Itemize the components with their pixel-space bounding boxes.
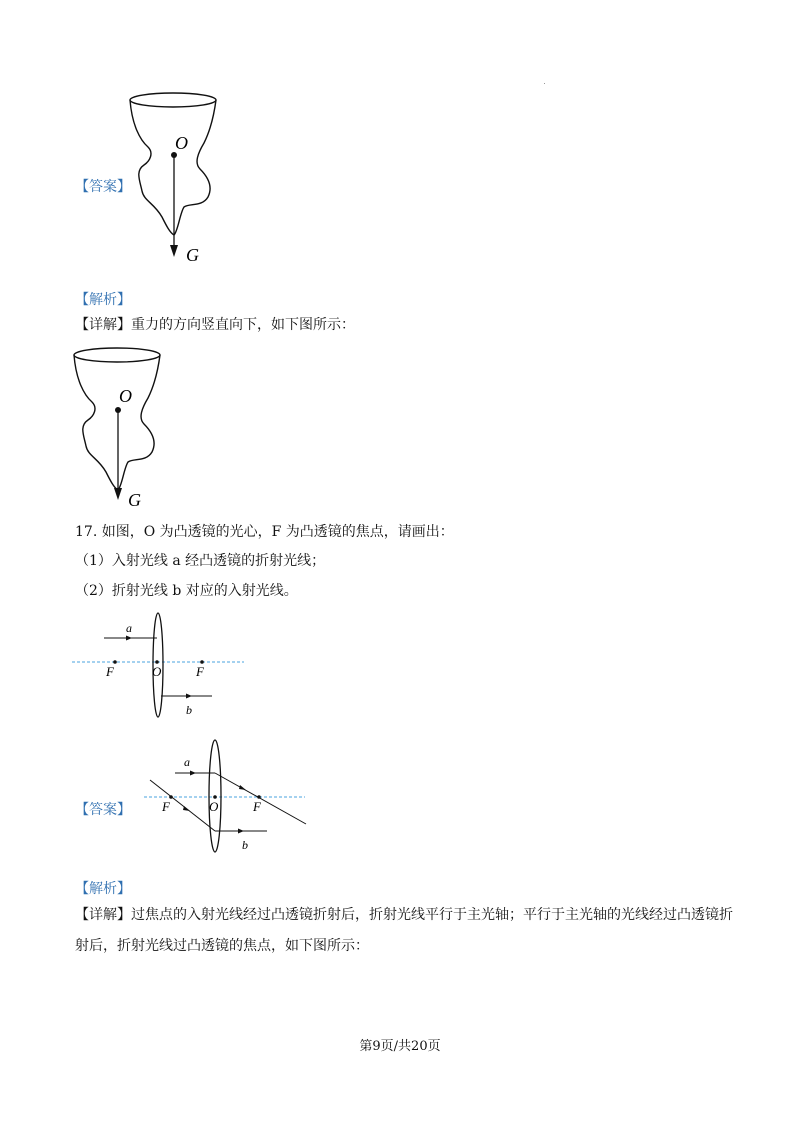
- question17-lens-figure: [68, 608, 258, 723]
- ray-a-label: a: [126, 621, 132, 635]
- analysis-tag-16: 【解析】: [75, 292, 131, 308]
- detail-17: 【详解】过焦点的入射光线经过凸透镜折射后，折射光线平行于主光轴；平行于主光轴的光线经过凸透镜折射后，折射光线过凸透镜的焦点，如下图所示：: [75, 907, 733, 954]
- center-label: O: [175, 133, 188, 153]
- focus-left-label: F: [162, 799, 170, 814]
- stray-dot: [544, 83, 545, 84]
- question17-part2: （2）折射光线 b 对应的入射光线。: [75, 583, 298, 599]
- analysis16-vase-figure: [64, 340, 174, 520]
- question17-part1: （1）入射光线 a 经凸透镜的折射光线；: [75, 553, 326, 569]
- focus-right-label: F: [196, 664, 204, 679]
- force-label: G: [186, 245, 199, 265]
- center-label: O: [152, 664, 162, 679]
- ray-b-label: b: [242, 838, 248, 852]
- answer-tag-16: 【答案】: [75, 179, 131, 195]
- ray-a-label: a: [184, 755, 190, 769]
- answer17-lens-figure: [140, 738, 315, 858]
- analysis-tag-17: 【解析】: [75, 881, 131, 897]
- center-label: O: [209, 799, 219, 814]
- center-label: O: [119, 386, 132, 406]
- focus-right-label: F: [253, 799, 261, 814]
- ray-b-label: b: [186, 703, 192, 717]
- page-footer: 第9页/共20页: [359, 1039, 441, 1054]
- detail-16: 【详解】重力的方向竖直向下，如下图所示：: [75, 317, 355, 333]
- focus-left-label: F: [106, 664, 114, 679]
- answer-tag-17: 【答案】: [75, 802, 131, 818]
- answer16-vase-figure: [120, 85, 230, 265]
- question17-stem: 17. 如图，O 为凸透镜的光心，F 为凸透镜的焦点，请画出：: [75, 524, 454, 540]
- force-label: G: [128, 490, 141, 510]
